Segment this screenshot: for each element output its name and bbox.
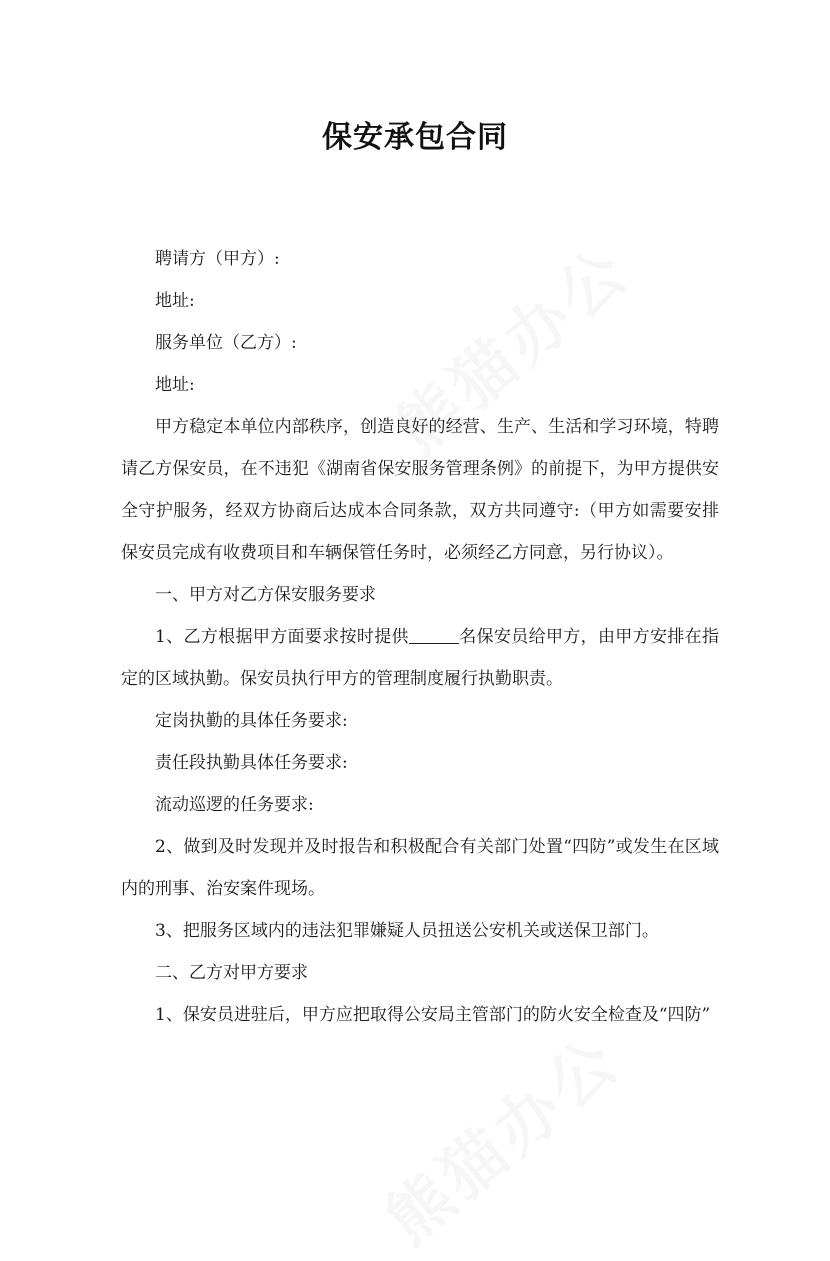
clause-1-1 [121, 616, 719, 700]
party-b-address: 地址: [155, 375, 195, 395]
watermark [363, 1011, 637, 1261]
section-heading-1: 一、甲方对乙方保安服务要求 [155, 585, 376, 605]
party-a-address: 地址: [155, 291, 195, 311]
party-a-line: 聘请方（甲方）: [155, 249, 280, 269]
party-b-line: 服务单位（乙方）: [155, 333, 297, 353]
section-duty-requirements: 责任段执勤具体任务要求: [155, 753, 348, 773]
clause-2-1: 1、保安员进驻后，甲方应把取得公安局主管部门的防火安全检查及“四防” [155, 1005, 711, 1025]
fixed-post-requirements: 定岗执勤的具体任务要求: [155, 711, 348, 731]
patrol-requirements: 流动巡逻的任务要求: [155, 795, 314, 815]
fill-in-blank [409, 625, 459, 644]
clause-1-1-text-before: 1、乙方根据甲方面要求按时提供 [155, 627, 409, 647]
preamble-paragraph: 甲方稳定本单位内部秩序，创造良好的经营、生产、生活和学习环境，特聘请乙方保安员，在不违犯《湖南省保安服务管理条例》的前提下，为甲方提供安全守护服务，经双方协商后达成本合同条款，双方共同遵守:（甲方如需要安排保安员完成有收费项目和车辆保管任务时，必须经乙方同意，另行协议）。 [121, 417, 719, 563]
document-body [121, 238, 719, 1036]
clause-1-1-text-after: 名保安员给甲方，由甲方安排在指定的区域执勤。保安员执行甲方的管理制度履行执勤职责。 [121, 627, 719, 689]
section-heading-2: 二、乙方对甲方要求 [155, 963, 308, 983]
document-title: 保安承包合同 [322, 120, 508, 155]
clause-1-2: 2、做到及时发现并及时报告和积极配合有关部门处置“四防”或发生在区域内的刑事、治安案件现场。 [121, 837, 719, 899]
clause-1-3: 3、把服务区域内的违法犯罪嫌疑人员扭送公安机关或送保卫部门。 [155, 921, 659, 941]
